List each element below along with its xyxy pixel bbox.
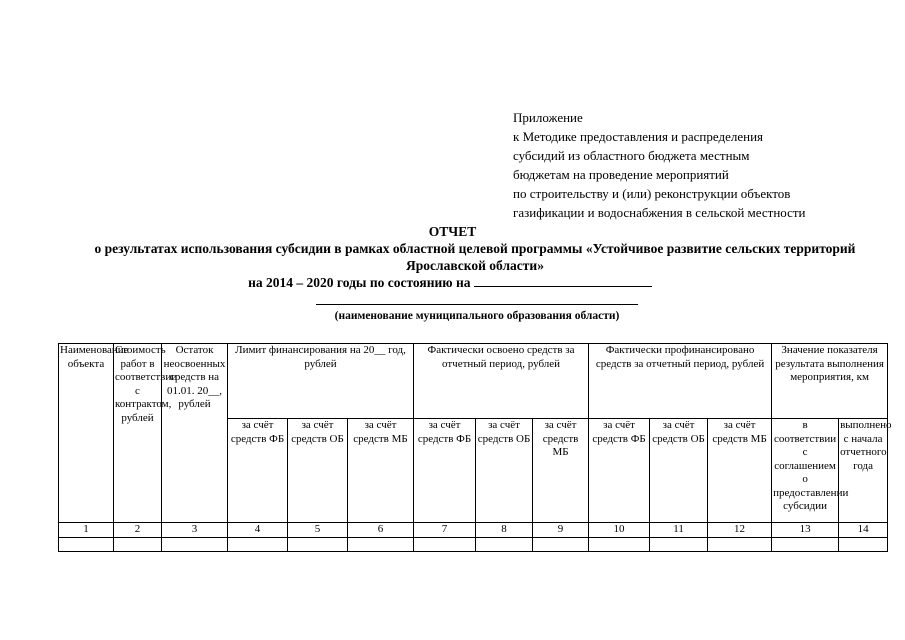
report-period-text: на 2014 – 2020 годы по состоянию на (248, 275, 471, 290)
header-ob: за счёт средств ОБ (288, 419, 348, 523)
column-number: 7 (414, 523, 476, 538)
table-cell[interactable] (228, 538, 288, 552)
date-blank-line (474, 274, 652, 287)
header-fb: за счёт средств ФБ (414, 419, 476, 523)
table-cell[interactable] (533, 538, 589, 552)
appendix-line: Приложение (513, 110, 583, 125)
column-number: 8 (476, 523, 533, 538)
header-mb: за счёт средств МБ (708, 419, 772, 523)
appendix-line: по строительству и (или) реконструкции объектов (513, 186, 791, 201)
appendix-line: субсидий из областного бюджета местным (513, 148, 750, 163)
report-title: ОТЧЕТ (428, 224, 477, 239)
column-number: 10 (589, 523, 650, 538)
appendix-line: бюджетам на проведение мероприятий (513, 167, 729, 182)
appendix-line: к Методике предоставления и распределения (513, 129, 764, 144)
header-ob: за счёт средств ОБ (476, 419, 533, 523)
table-cell[interactable] (839, 538, 888, 552)
header-fact-group: Фактически освоено средств за отчетный период, рублей (414, 344, 589, 419)
municipality-label: (наименование муниципального образования области) (334, 310, 620, 322)
appendix-line: газификации и водоснабжения в сельской местности (513, 205, 806, 220)
report-subtitle: о результатах использования субсидии в рамках областной целевой программы «Устойчивое развитие сельских территорий Ярославской области» (94, 241, 856, 273)
column-number: 3 (162, 523, 228, 538)
column-number: 9 (533, 523, 589, 538)
column-number: 14 (839, 523, 888, 538)
column-number: 5 (288, 523, 348, 538)
header-limit-group: Лимит финансирования на 20__ год, рублей (228, 344, 414, 419)
header-object-name: Наименование объекта (59, 344, 114, 523)
table-cell[interactable] (476, 538, 533, 552)
column-number: 2 (114, 523, 162, 538)
column-number: 4 (228, 523, 288, 538)
table-cell[interactable] (288, 538, 348, 552)
table-cell[interactable] (589, 538, 650, 552)
table-cell[interactable] (348, 538, 414, 552)
report-table (58, 343, 892, 552)
column-number: 12 (708, 523, 772, 538)
report-period (150, 274, 750, 291)
table-cell[interactable] (162, 538, 228, 552)
table-cell[interactable] (650, 538, 708, 552)
header-contract-cost: Стоимость работ в соответствии с контрактом, рублей (114, 344, 162, 523)
table-cell[interactable] (414, 538, 476, 552)
header-fb: за счёт средств ФБ (589, 419, 650, 523)
table-cell[interactable] (59, 538, 114, 552)
municipality-blank-line (316, 304, 638, 305)
column-number: 13 (772, 523, 839, 538)
table-cell[interactable] (708, 538, 772, 552)
header-since-start: выполнено с начала отчетного года (839, 419, 888, 523)
column-number: 6 (348, 523, 414, 538)
header-ob: за счёт средств ОБ (650, 419, 708, 523)
table-cell[interactable] (114, 538, 162, 552)
column-number: 1 (59, 523, 114, 538)
header-financed-group: Фактически профинансировано средств за отчетный период, рублей (589, 344, 772, 419)
header-remaining-funds: Остаток неосвоенных средств на 01.01. 20__, рублей (162, 344, 228, 523)
table-row (59, 538, 888, 552)
table-cell[interactable] (772, 538, 839, 552)
header-fb: за счёт средств ФБ (228, 419, 288, 523)
header-mb: за счёт средств МБ (533, 419, 589, 523)
header-indicator-group: Значение показателя результата выполнения мероприятия, км (772, 344, 888, 419)
column-number: 11 (650, 523, 708, 538)
appendix-block (513, 108, 806, 222)
header-per-agreement: в соответствии с соглашением о предоставлении субсидии (772, 419, 839, 523)
header-mb: за счёт средств МБ (348, 419, 414, 523)
